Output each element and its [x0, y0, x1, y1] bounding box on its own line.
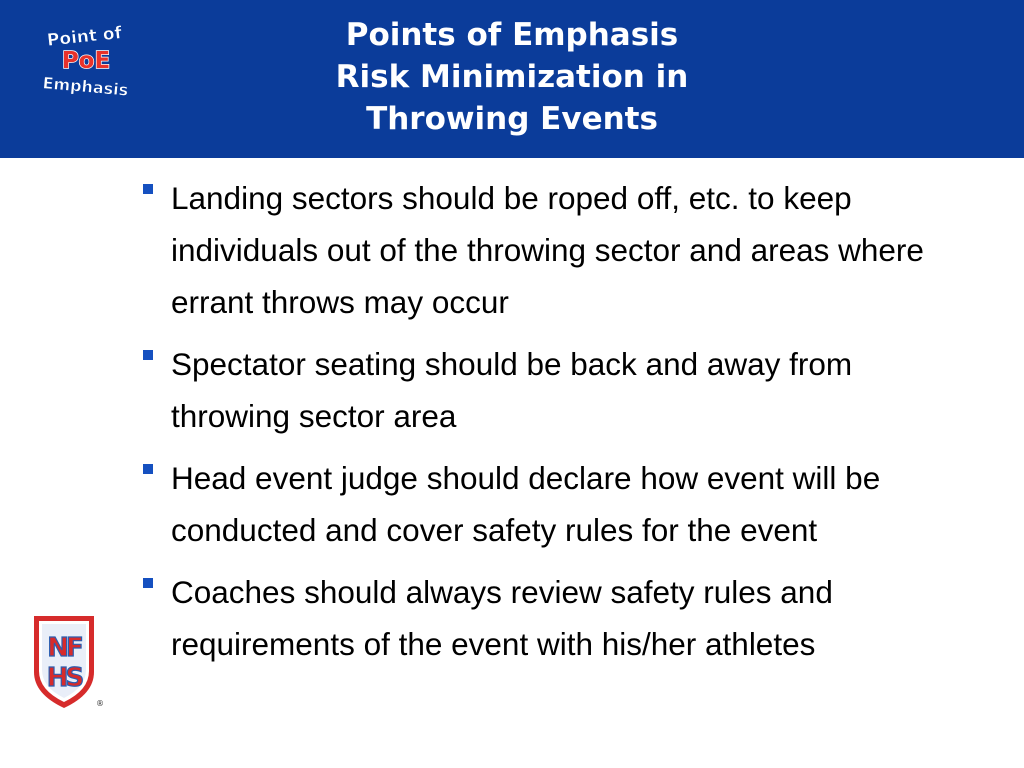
square-bullet-icon	[143, 464, 153, 474]
poe-logo-line2: PoE	[61, 48, 111, 74]
nfhs-logo-top-letters: NF	[47, 633, 81, 663]
square-bullet-icon	[143, 350, 153, 360]
bullet-item	[140, 452, 970, 556]
square-bullet-icon	[143, 184, 153, 194]
bullet-text: Head event judge should declare how event will be conducted and cover safety rules for the event	[171, 460, 881, 548]
bullet-item	[140, 338, 970, 442]
square-bullet-icon	[143, 578, 153, 588]
title-line-3: Throwing Events	[366, 101, 658, 137]
bullet-item	[140, 172, 970, 328]
bullet-text: Landing sectors should be roped off, etc. to keep individuals out of the throwing sector and areas where errant throws may occur	[171, 180, 924, 320]
point-of-emphasis-logo	[38, 20, 138, 100]
poe-logo-line1: Point of	[46, 23, 123, 51]
bullet-text: Spectator seating should be back and away from throwing sector area	[171, 346, 853, 434]
registered-mark: ®	[96, 699, 104, 708]
title-line-2: Risk Minimization in	[335, 59, 689, 95]
title-line-1: Points of Emphasis	[345, 17, 679, 53]
bullet-item	[140, 566, 970, 670]
slide-header	[0, 0, 1024, 158]
nfhs-logo-bottom-letters: HS	[46, 663, 82, 693]
slide-title	[210, 14, 814, 140]
bullet-text: Coaches should always review safety rules and requirements of the event with his/her athletes	[171, 574, 833, 662]
nfhs-logo	[30, 612, 102, 712]
bullet-list	[140, 172, 970, 680]
poe-logo-line3: Emphasis	[41, 73, 130, 100]
